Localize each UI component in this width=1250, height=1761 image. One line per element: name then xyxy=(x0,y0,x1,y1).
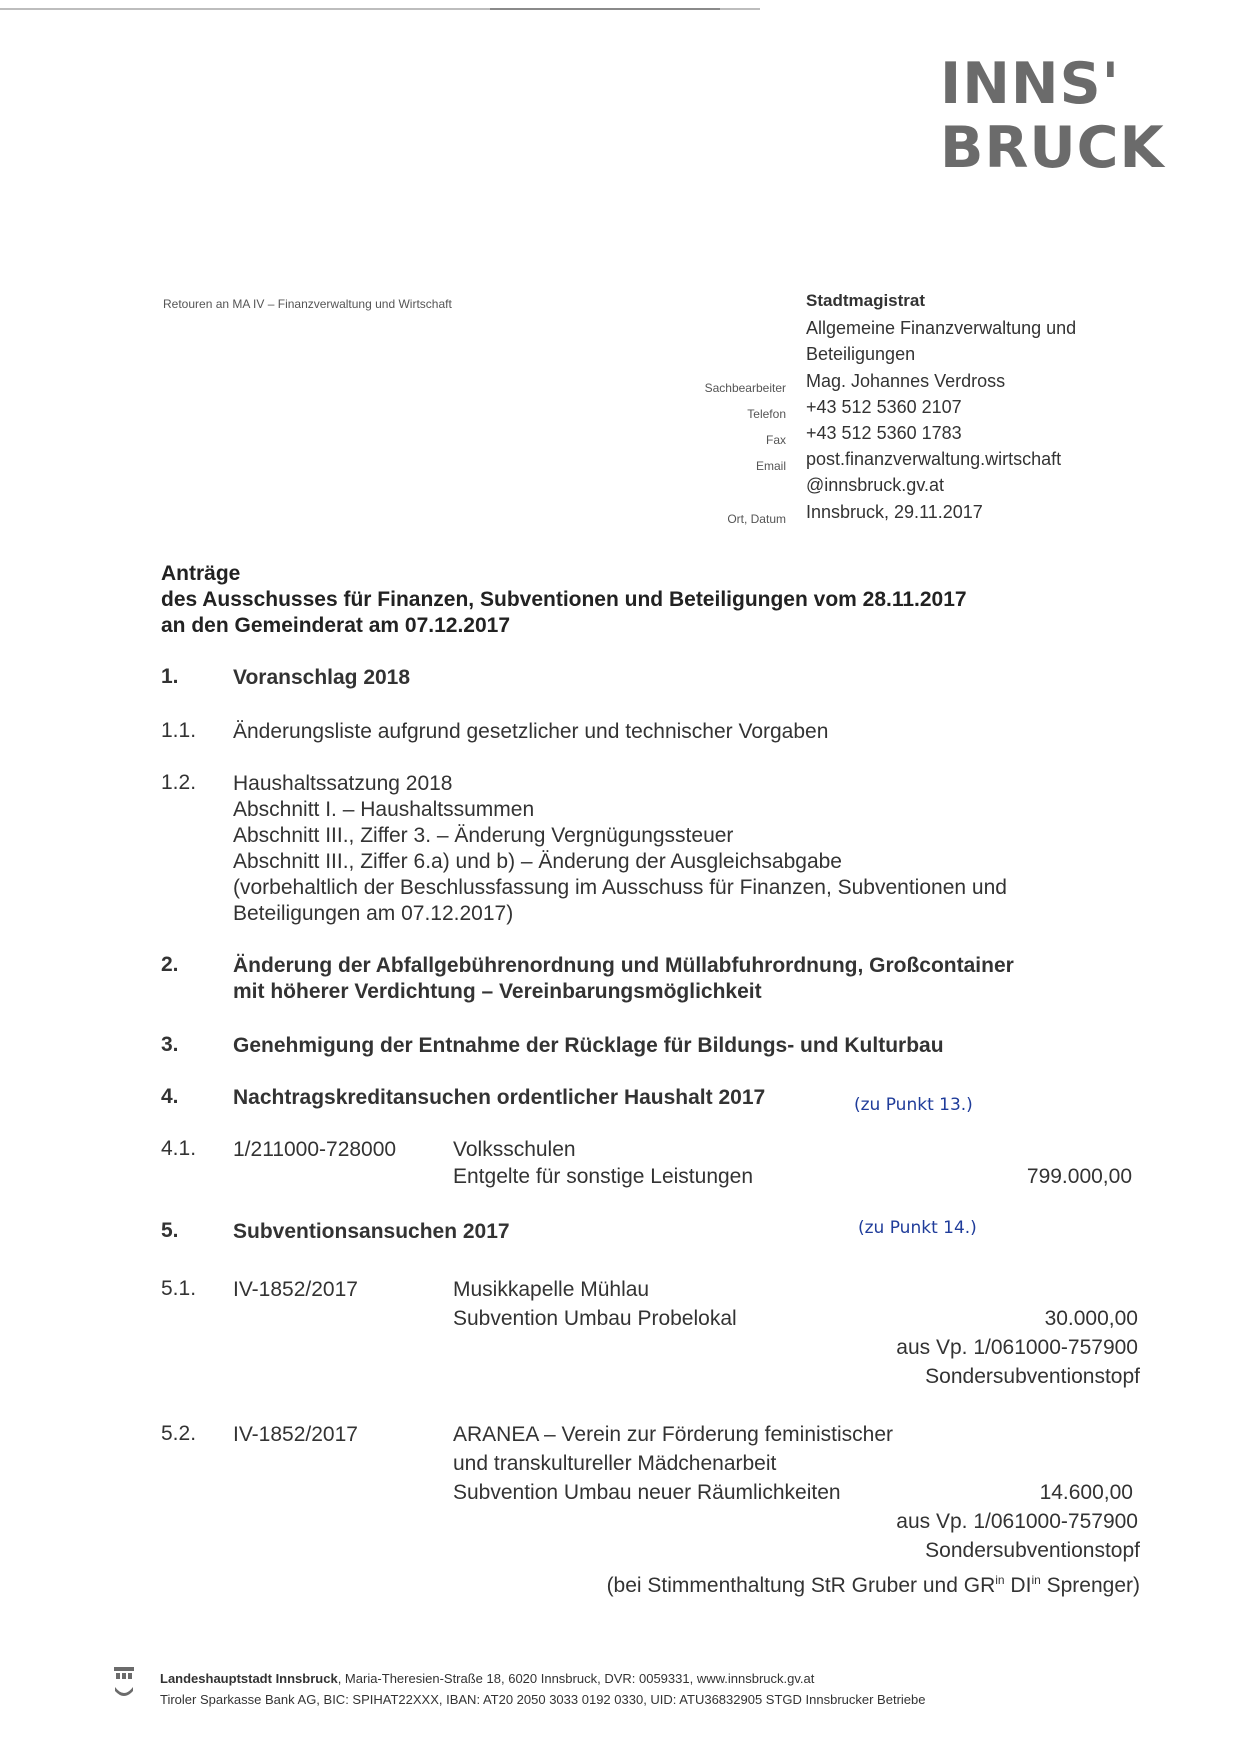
item-5-2-amount: 14.600,00 xyxy=(1039,1481,1133,1504)
item-5-1-pot: Sondersubventionstopf xyxy=(925,1365,1140,1388)
item-5-2-abstention xyxy=(500,1567,1140,1599)
item-5-2-pot: Sondersubventionstopf xyxy=(925,1539,1140,1562)
item-2-number: 2. xyxy=(161,953,179,976)
heading-line-2: des Ausschusses für Finanzen, Subventionen und Beteiligungen vom 28.11.2017 xyxy=(161,588,967,611)
item-1-2-line-5: (vorbehaltlich der Beschlussfassung im Ausschuss für Finanzen, Subventionen und xyxy=(233,876,1007,899)
item-5-1-amount: 30.000,00 xyxy=(1044,1307,1138,1330)
item-1-title: Voranschlag 2018 xyxy=(233,666,411,689)
item-1-2-line-6: Beteiligungen am 07.12.2017) xyxy=(233,902,514,925)
footer-address: , Maria-Theresien-Straße 18, 6020 Innsbruck, DVR: 0059331, www.innsbruck.gv.at xyxy=(337,1671,815,1686)
item-2-line-2: mit höherer Verdichtung – Vereinbarungsmöglichkeit xyxy=(233,980,762,1003)
sender-dept-line-2: Beteiligungen xyxy=(806,344,916,364)
label-sachbearbeiter: Sachbearbeiter xyxy=(704,381,786,395)
item-5-2-line-3: Subvention Umbau neuer Räumlichkeiten xyxy=(453,1481,841,1504)
return-address: Retouren an MA IV – Finanzverwaltung und Wirtschaft xyxy=(163,297,452,311)
label-telefon: Telefon xyxy=(747,407,786,421)
item-3-title: Genehmigung der Entnahme der Rücklage für Bildungs- und Kulturbau xyxy=(233,1034,944,1057)
value-telefon: +43 512 5360 2107 xyxy=(806,397,962,417)
item-1-1-number: 1.1. xyxy=(161,719,197,742)
item-1-number: 1. xyxy=(161,665,179,688)
item-4-1-amount: 799.000,00 xyxy=(1026,1165,1132,1188)
footer-line-1 xyxy=(160,1671,814,1686)
item-5-1-line-1: Musikkapelle Mühlau xyxy=(453,1278,650,1301)
value-fax: +43 512 5360 1783 xyxy=(806,423,962,443)
item-4-number: 4. xyxy=(161,1085,179,1108)
abstention-sup-2: in xyxy=(1031,1573,1041,1587)
item-5-2-code: IV-1852/2017 xyxy=(233,1423,358,1446)
item-5-1-code: IV-1852/2017 xyxy=(233,1278,358,1301)
scan-top-line-dark xyxy=(490,8,720,10)
abstention-text-1: (bei Stimmenthaltung StR Gruber und GR xyxy=(606,1574,996,1597)
city-crest-icon xyxy=(113,1665,135,1701)
value-email-domain: @innsbruck.gv.at xyxy=(806,475,944,495)
abstention-sup-1: in xyxy=(995,1573,1005,1587)
item-4-1-number: 4.1. xyxy=(161,1137,197,1160)
item-5-2-vp: aus Vp. 1/061000-757900 xyxy=(896,1510,1138,1533)
item-4-1-line-2: Entgelte für sonstige Leistungen xyxy=(453,1165,754,1188)
item-2-line-1: Änderung der Abfallgebührenordnung und Müllabfuhrordnung, Großcontainer xyxy=(233,954,1014,977)
item-5-number: 5. xyxy=(161,1219,179,1242)
item-1-2-line-4: Abschnitt III., Ziffer 6.a) und b) – Änderung der Ausgleichsabgabe xyxy=(233,850,842,873)
heading-line-3: an den Gemeinderat am 07.12.2017 xyxy=(161,614,511,637)
item-1-1-text: Änderungsliste aufgrund gesetzlicher und technischer Vorgaben xyxy=(233,720,829,743)
item-5-2-line-1: ARANEA – Verein zur Förderung feministischer xyxy=(453,1423,894,1446)
sender-dept-line-1: Allgemeine Finanzverwaltung und xyxy=(806,318,1077,338)
item-4-title: Nachtragskreditansuchen ordentlicher Haushalt 2017 xyxy=(233,1086,766,1109)
item-5-2-line-2: und transkultureller Mädchenarbeit xyxy=(453,1452,777,1475)
value-ort-datum: Innsbruck, 29.11.2017 xyxy=(806,502,983,522)
value-email: post.finanzverwaltung.wirtschaft xyxy=(806,449,1062,469)
item-4-1-code: 1/211000-728000 xyxy=(233,1138,397,1161)
item-5-1-number: 5.1. xyxy=(161,1277,197,1300)
label-ort-datum: Ort, Datum xyxy=(727,512,786,526)
item-3-number: 3. xyxy=(161,1033,179,1056)
footer-city: Landeshauptstadt Innsbruck xyxy=(160,1671,338,1686)
abstention-text-3: Sprenger) xyxy=(1040,1574,1140,1597)
innsbruck-logo xyxy=(940,52,1210,182)
label-fax: Fax xyxy=(765,433,786,447)
label-email: Email xyxy=(755,459,786,473)
sender-org: Stadtmagistrat xyxy=(806,291,926,310)
heading-line-1: Anträge xyxy=(161,562,241,585)
item-5-2-number: 5.2. xyxy=(161,1422,197,1445)
item-1-2-line-2: Abschnitt I. – Haushaltssummen xyxy=(233,798,535,821)
item-5-1-line-2: Subvention Umbau Probelokal xyxy=(453,1307,737,1330)
item-4-1-line-1: Volksschulen xyxy=(453,1138,576,1161)
item-5-1-vp: aus Vp. 1/061000-757900 xyxy=(896,1336,1138,1359)
item-5-note: (zu Punkt 14.) xyxy=(858,1218,977,1238)
value-sachbearbeiter: Mag. Johannes Verdross xyxy=(806,371,1006,391)
item-4-note: (zu Punkt 13.) xyxy=(854,1095,973,1115)
item-1-2-number: 1.2. xyxy=(161,771,197,794)
footer-line-2: Tiroler Sparkasse Bank AG, BIC: SPIHAT22XXX, IBAN: AT20 2050 3033 0192 0330, UID: ATU36832905 STGD Innsbrucker Betriebe xyxy=(160,1692,926,1707)
item-1-2-line-3: Abschnitt III., Ziffer 3. – Änderung Vergnügungssteuer xyxy=(233,824,734,847)
item-5-title: Subventionsansuchen 2017 xyxy=(233,1220,510,1243)
item-1-2-line-1: Haushaltssatzung 2018 xyxy=(233,772,453,795)
logo-line-2: BRUCK xyxy=(940,115,1165,181)
logo-line-1: INNS' xyxy=(940,51,1121,117)
abstention-text-2: DI xyxy=(1004,1574,1032,1597)
